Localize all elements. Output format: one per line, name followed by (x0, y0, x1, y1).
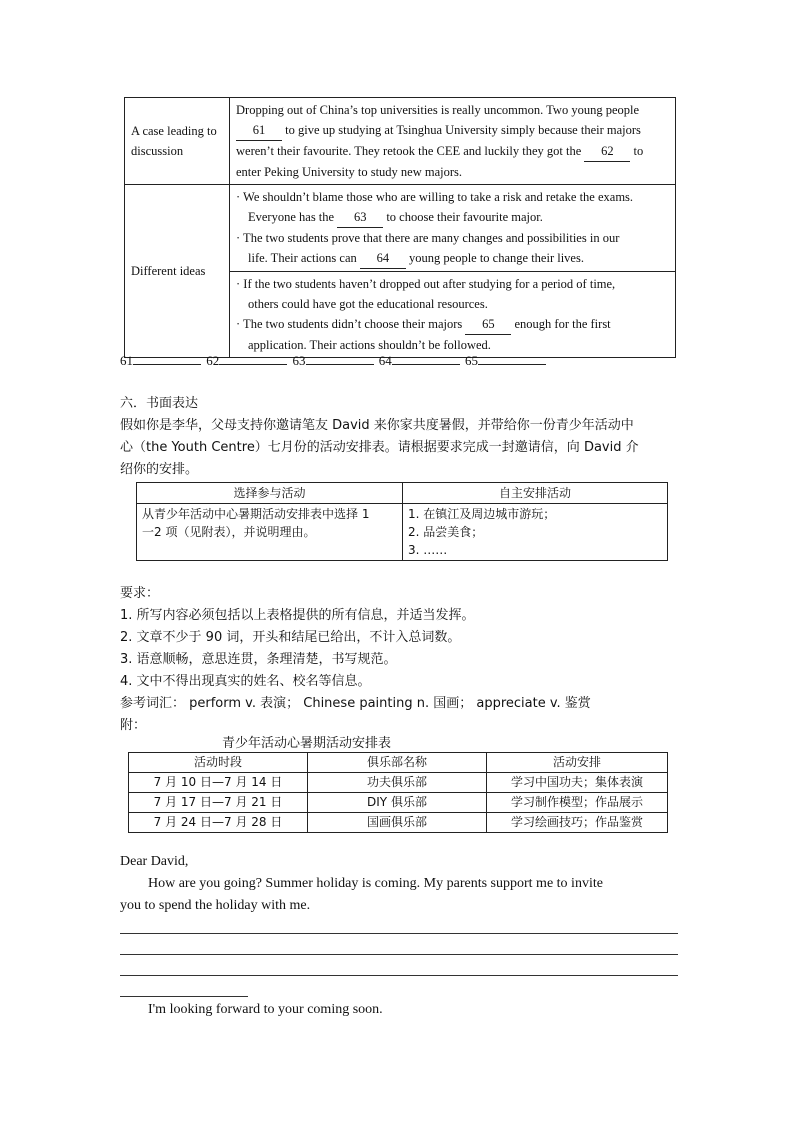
t2-cell-right (403, 504, 668, 561)
letter-salutation: Dear David, (120, 854, 189, 869)
diff-b-cell (230, 272, 676, 358)
activity-choice-table (136, 482, 668, 561)
intro-line-1: 假如你是李华，父母支持你邀请笔友 David 来你家共度暑假，并带给你一份青少年活动中 (120, 418, 634, 433)
writing-line[interactable] (120, 954, 678, 955)
t2-right-line3: 3. …… (408, 543, 448, 557)
attachment-label: 附： (120, 718, 147, 733)
answer-field-61[interactable] (133, 352, 201, 365)
intro-line-3: 绍你的安排。 (120, 462, 199, 477)
diff-b-line2: others could have got the educational resources. (248, 297, 488, 311)
answer-label-62: 62 (206, 353, 220, 368)
diff-a-line3: · The two students prove that there are many changes and possibilities in our (236, 231, 620, 245)
diff-label: Different ideas (131, 264, 206, 278)
writing-line[interactable] (120, 975, 678, 976)
t2-left-line2: 一2 项（见附表），并说明理由。 (142, 525, 316, 539)
activity-cell: 学习制作模型；作品展示 (487, 793, 668, 813)
answer-field-65[interactable] (478, 352, 546, 365)
case-text-p3: to enter Peking University to study new majors. (236, 144, 644, 179)
requirements-title: 要求： (120, 586, 160, 601)
t2-right-line1: 1. 在镇江及周边城市游玩； (408, 507, 556, 521)
period-cell: 7 月 17 日—7 月 21 日 (129, 793, 308, 813)
t2-header-1: 选择参与活动 (137, 483, 403, 504)
answer-label-65: 65 (465, 353, 478, 368)
diff-a-line1: · We shouldn’t blame those who are willing to take a risk and retake the exams. (236, 190, 634, 204)
reading-table (124, 97, 676, 358)
diff-b-line4: application. Their actions shouldn’t be followed. (248, 338, 491, 352)
club-cell: 国画俱乐部 (308, 813, 487, 833)
table-row (129, 773, 668, 793)
blank-64[interactable]: 64 (360, 248, 406, 269)
answer-label-63: 63 (292, 353, 306, 368)
diff-b-line3a: · The two students didn’t choose their majors (236, 317, 463, 331)
answer-field-63[interactable] (306, 352, 374, 365)
case-text-p2: to give up studying at Tsinghua University simply because their majors weren’t their favourite. They retook the CEE and luckily they got the (236, 123, 641, 158)
blank-62[interactable]: 62 (584, 141, 630, 162)
diff-a-line4 (236, 248, 669, 269)
period-cell: 7 月 10 日—7 月 14 日 (129, 773, 308, 793)
diff-a-line4a: life. Their actions can (248, 251, 357, 265)
requirement-2: 2. 文章不少于 90 词，开头和结尾已给出，不计入总词数。 (120, 630, 461, 645)
case-text-cell (230, 98, 676, 185)
period-cell: 7 月 24 日—7 月 28 日 (129, 813, 308, 833)
schedule-table (128, 752, 668, 833)
letter-closing: I'm looking forward to your coming soon. (148, 1002, 383, 1017)
diff-b-line3b: enough for the first (514, 317, 611, 331)
diff-a-line2a: Everyone has the (248, 210, 335, 224)
schedule-title: 青少年活动心暑期活动安排表 (222, 736, 392, 751)
requirement-1: 1. 所写内容必须包括以上表格提供的所有信息，并适当发挥。 (120, 608, 475, 623)
t3-header-activity: 活动安排 (487, 753, 668, 773)
diff-label-cell (125, 185, 230, 358)
diff-a-line4b: young people to change their lives. (409, 251, 584, 265)
diff-a-line2b: to choose their favourite major. (386, 210, 543, 224)
case-text-p1: Dropping out of China’s top universities is really uncommon. Two young people (236, 103, 640, 117)
answer-field-62[interactable] (219, 352, 287, 365)
t2-cell-left (137, 504, 403, 561)
letter-opening-2: you to spend the holiday with me. (120, 898, 311, 913)
section-title: 六．书面表达 (120, 396, 199, 411)
diff-a-cell (230, 185, 676, 272)
case-label: A case leading to discussion (131, 124, 217, 158)
t2-header-2: 自主安排活动 (403, 483, 668, 504)
answer-label-64: 64 (378, 353, 392, 368)
t2-left-line1: 从青少年活动中心暑期活动安排表中选择 1 (142, 507, 370, 521)
intro-line-2: 心（the Youth Centre）七月份的活动安排表。请根据要求完成一封邀请信，向 David 介 (120, 440, 639, 455)
t3-header-period: 活动时段 (129, 753, 308, 773)
club-cell: DIY 俱乐部 (308, 793, 487, 813)
blank-65[interactable]: 65 (465, 314, 511, 335)
t2-right-line2: 2. 品尝美食； (408, 525, 484, 539)
writing-line[interactable] (120, 996, 248, 997)
activity-cell: 学习绘画技巧；作品鉴赏 (487, 813, 668, 833)
letter-opening-1: How are you going? Summer holiday is coming. My parents support me to invite (148, 876, 603, 891)
activity-cell: 学习中国功夫；集体表演 (487, 773, 668, 793)
club-cell: 功夫俱乐部 (308, 773, 487, 793)
case-label-cell (125, 98, 230, 185)
diff-b-line3 (236, 314, 669, 335)
diff-a-line2 (236, 207, 669, 228)
writing-line[interactable] (120, 933, 678, 934)
answer-label-61: 61 (120, 353, 133, 368)
diff-b-line1: · If the two students haven’t dropped out after studying for a period of time, (236, 277, 616, 291)
t3-header-club: 俱乐部名称 (308, 753, 487, 773)
answer-field-64[interactable] (392, 352, 460, 365)
table-row (129, 793, 668, 813)
requirement-3: 3. 语意顺畅，意思连贯，条理清楚，书写规范。 (120, 652, 397, 667)
vocabulary-line: 参考词汇： perform v. 表演； Chinese painting n. 国画； appreciate v. 鉴赏 (120, 696, 591, 711)
blank-61[interactable]: 61 (236, 120, 282, 141)
table-row (129, 813, 668, 833)
answer-line (120, 352, 548, 369)
requirement-4: 4. 文中不得出现真实的姓名、校名等信息。 (120, 674, 371, 689)
blank-63[interactable]: 63 (337, 207, 383, 228)
